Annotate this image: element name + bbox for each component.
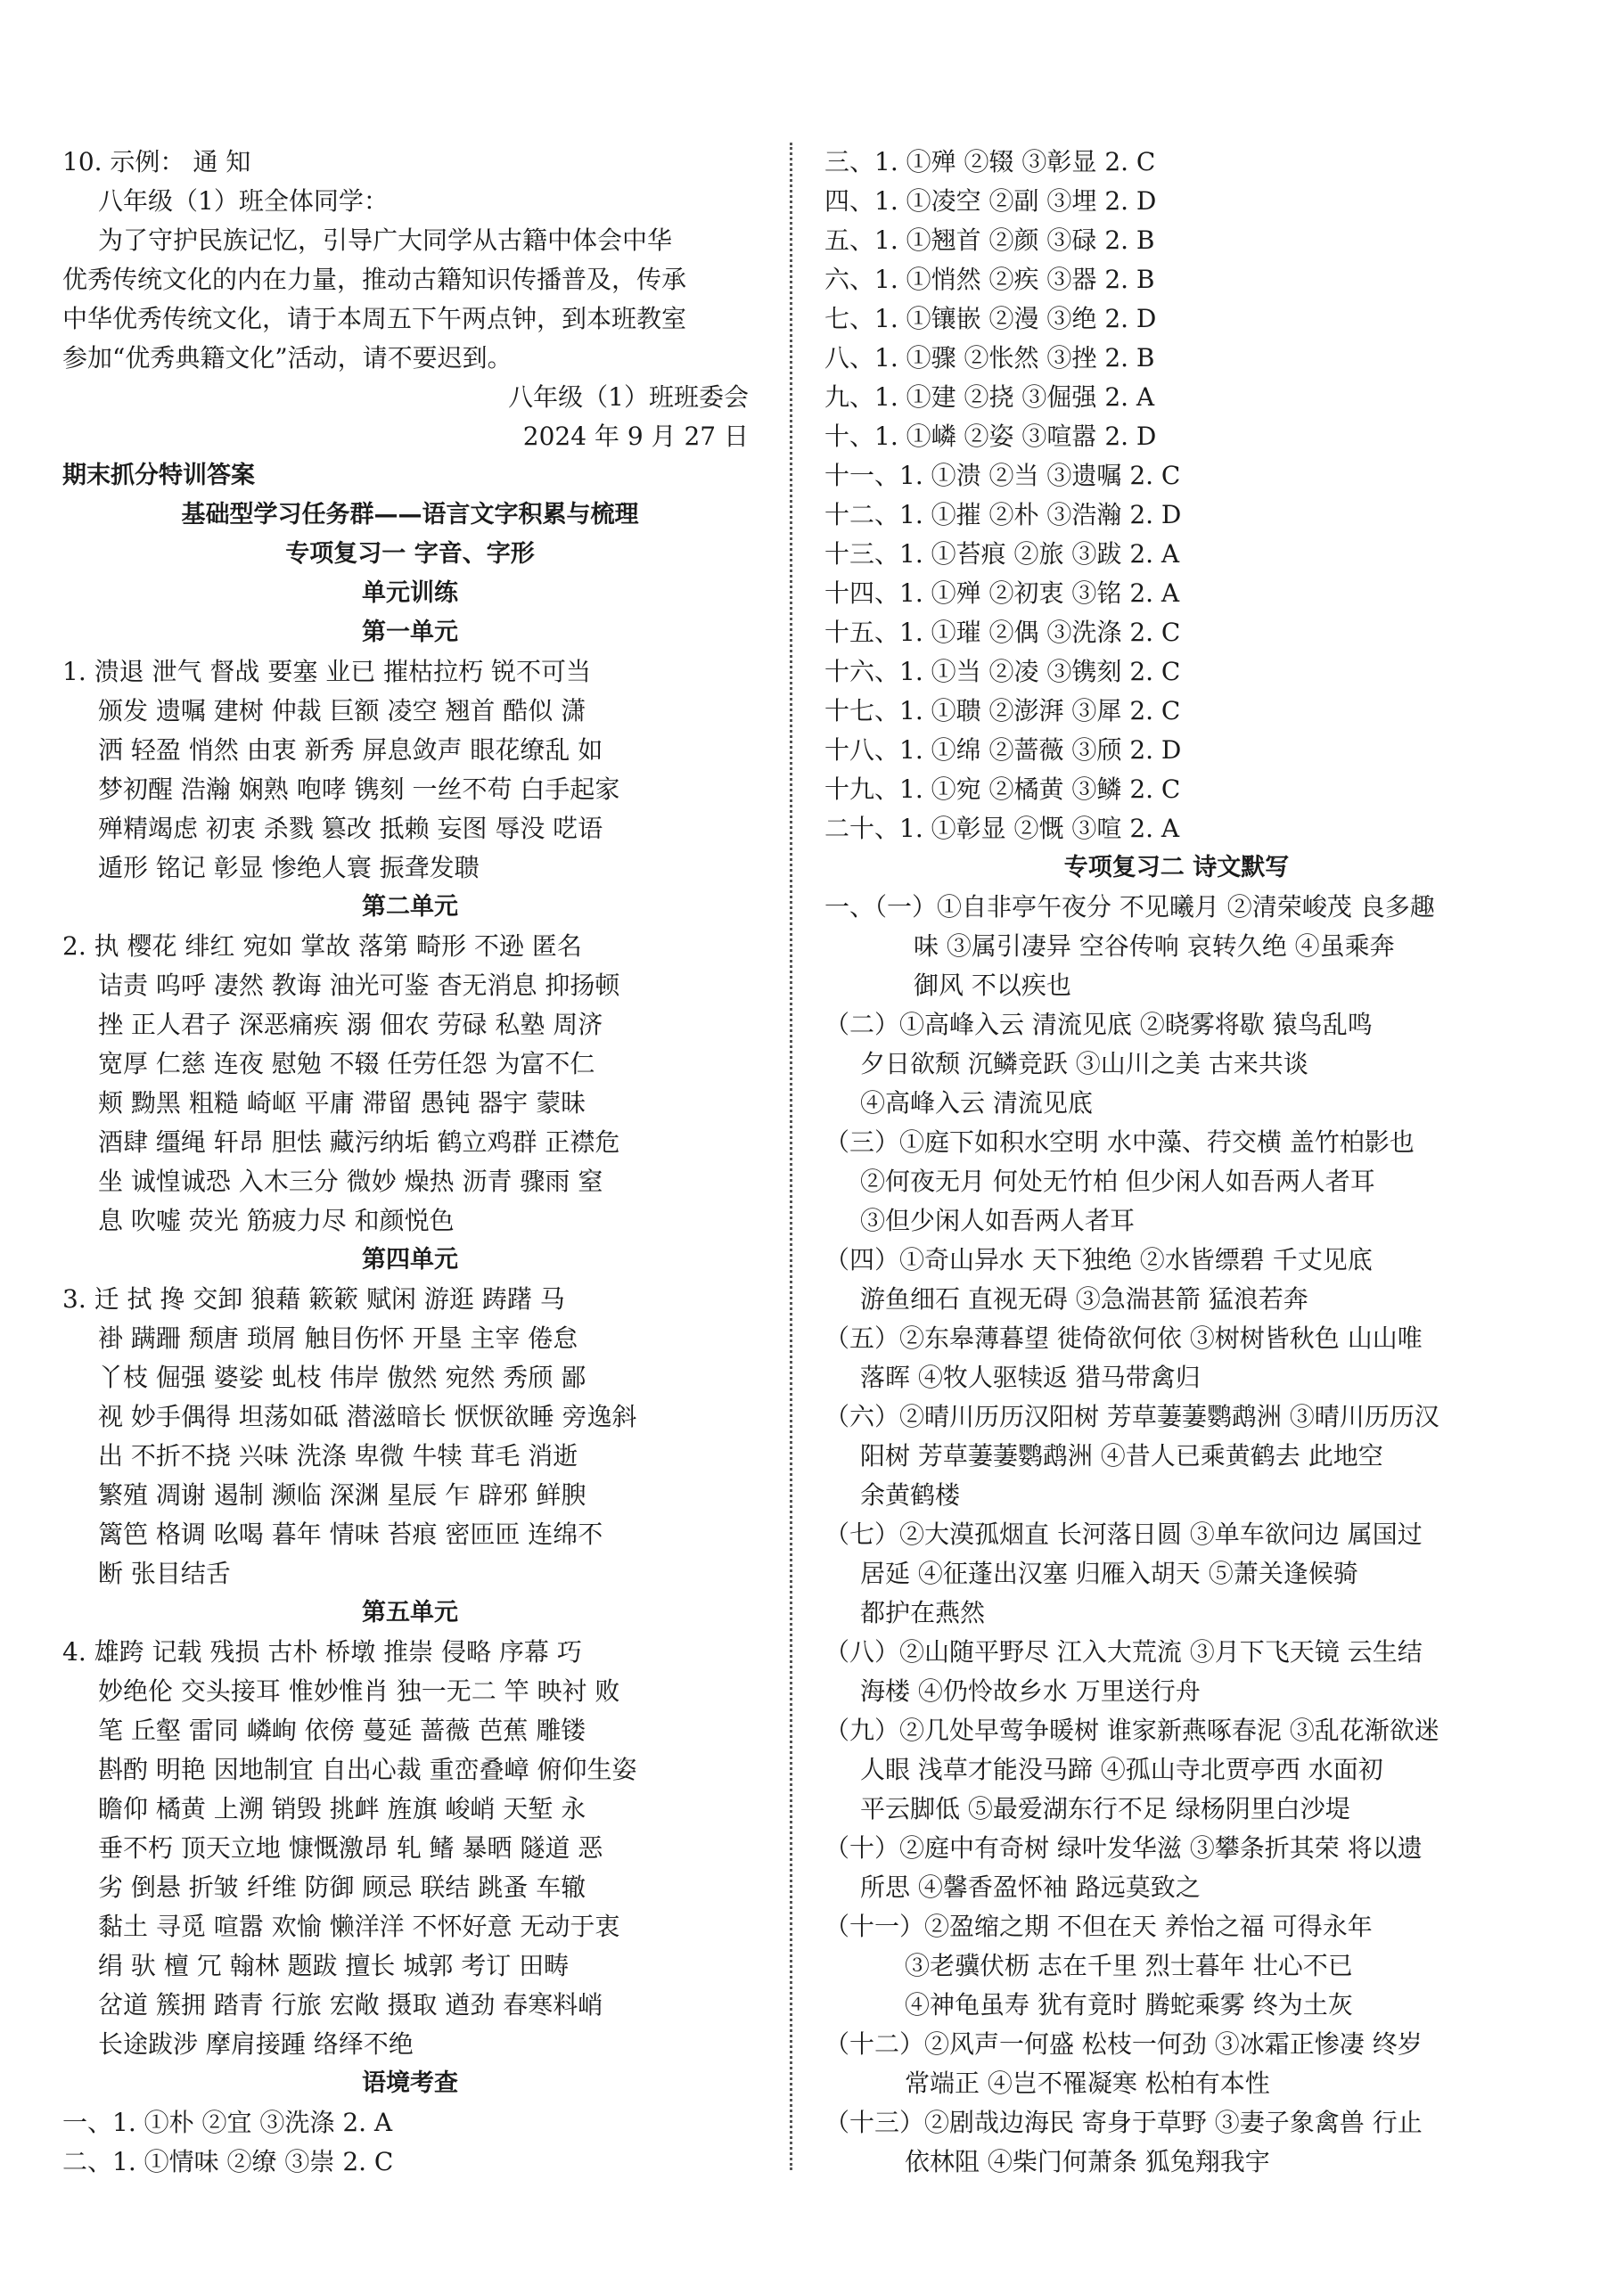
left-column [62,143,758,2182]
text-line: 一、1. ①朴 ②宜 ③洗涤 2. A [62,2108,393,2137]
text-line: 九、1. ①建 ②挠 ③倔强 2. A [824,382,1155,412]
text-line: 十五、1. ①璀 ②偶 ③洗涤 2. C [824,618,1181,647]
text-line: （六）②晴川历历汉阳树 芳草萋萋鹦鹉洲 ③晴川历历汉 [824,1402,1439,1431]
text-line: 3. 迁 拭 搀 交卸 狼藉 簌簌 赋闲 游逛 踌躇 马 [62,1284,565,1314]
text-line: （十三）②剧哉边海民 寄身于草野 ③妻子象禽兽 行止 [824,2108,1423,2137]
text-line: 游鱼细石 直视无碍 ③急湍甚箭 猛浪若奔 [860,1284,1308,1314]
text-line: 八、1. ①骤 ②怅然 ③挫 2. B [824,343,1155,373]
text-line: 瞻仰 橘黄 上溯 销毁 挑衅 旌旗 峻峭 天堑 永 [98,1794,586,1823]
text-line: 八年级（1）班全体同学： [98,186,389,216]
text-line: 参加“优秀典籍文化”活动，请不要迟到。 [62,343,513,373]
text-line: 梦初醒 浩瀚 娴熟 咆哮 镌刻 一丝不苟 白手起家 [98,774,620,804]
text-line: 落晖 ④牧人驱犊返 猎马带禽归 [860,1363,1201,1392]
section-heading: 专项复习二 诗文默写 [1063,854,1290,881]
text-line: （九）②几处早莺争暖树 谁家新燕啄春泥 ③乱花渐欲迷 [824,1716,1439,1745]
text-line: （十二）②风声一何盛 松枝一何劲 ③冰霜正惨凄 终岁 [824,2029,1423,2059]
text-line: 二、1. ①情味 ②缭 ③崇 2. C [62,2147,394,2176]
section-heading: 基础型学习任务群——语言文字积累与梳理 [181,501,639,528]
text-line: （二）①高峰入云 清流见底 ②晓雾将歇 猿鸟乱鸣 [824,1010,1373,1039]
text-line: ④高峰入云 清流见底 [860,1088,1093,1118]
text-line: 坐 诚惶诚恐 入木三分 微妙 燥热 沥青 骤雨 窒 [98,1167,603,1196]
text-line: 绢 驮 檀 冗 翰林 题跋 擅长 城郭 考订 田畴 [98,1951,570,1980]
column-divider [790,143,792,2170]
text-line: 四、1. ①凌空 ②副 ③埋 2. D [824,186,1157,216]
text-line: 十六、1. ①当 ②凌 ③镌刻 2. C [824,657,1181,686]
text-line: 十八、1. ①绵 ②蔷薇 ③颀 2. D [824,735,1182,765]
text-line: 都护在燕然 [860,1598,986,1627]
section-heading: 单元训练 [362,579,458,607]
text-line: 洒 轻盈 悄然 由衷 新秀 屏息敛声 眼花缭乱 如 [98,735,603,765]
text-line: 人眼 浅草才能没马蹄 ④孤山寺北贾亭西 水面初 [860,1755,1383,1784]
text-line: 十三、1. ①苔痕 ②旅 ③跋 2. A [824,539,1180,569]
text-line: （十）②庭中有奇树 绿叶发华滋 ③攀条折其荣 将以遗 [824,1833,1423,1863]
text-line: 诘责 呜呼 凄然 教诲 油光可鉴 杳无消息 抑扬顿 [98,971,620,1000]
text-line: 常端正 ④岂不罹凝寒 松柏有本性 [905,2069,1270,2098]
text-line: （八）②山随平野尽 江入大荒流 ③月下飞天镜 云生结 [824,1637,1423,1667]
text-line: 一、（一）①自非亭午夜分 不见曦月 ②清荣峻茂 良多趣 [824,892,1435,922]
section-heading: 语境考查 [362,2069,458,2097]
text-line: 味 ③属引凄异 空谷传响 哀转久绝 ④虽乘奔 [914,931,1395,961]
text-line: 为了守护民族记忆，引导广大同学从古籍中体会中华 [98,225,673,255]
right-column [824,143,1529,2182]
text-line: 所思 ④馨香盈怀袖 路远莫致之 [860,1872,1201,1902]
text-line: 阳树 芳草萋萋鹦鹉洲 ④昔人已乘黄鹤去 此地空 [860,1441,1383,1471]
text-line: 颊 黝黑 粗糙 崎岖 平庸 滞留 愚钝 器宇 蒙昧 [98,1088,586,1118]
text-line: 出 不折不挠 兴味 洗涤 卑微 牛犊 茸毛 消逝 [98,1441,578,1471]
text-line: 依林阻 ④柴门何萧条 狐兔翔我宇 [905,2147,1270,2176]
text-line: 丫枝 倔强 婆娑 虬枝 伟岸 傲然 宛然 秀颀 鄙 [98,1363,586,1392]
text-line: 余黄鹤楼 [860,1480,961,1510]
text-line: 七、1. ①镶嵌 ②漫 ③绝 2. D [824,304,1157,333]
section-heading: 第五单元 [362,1599,458,1626]
text-line: 海楼 ④仍怜故乡水 万里送行舟 [860,1676,1201,1706]
text-line: 2024 年 9 月 27 日 [522,422,749,451]
text-line: 篱笆 格调 吆喝 暮年 情味 苔痕 密匝匝 连绵不 [98,1520,603,1549]
text-line: （十一）②盈缩之期 不但在天 养怡之福 可得永年 [824,1912,1373,1941]
text-line: ③老骥伏枥 志在千里 烈士暮年 壮心不已 [905,1951,1353,1980]
text-line: 垂不朽 顶天立地 慷慨激昂 轧 鳍 暴晒 隧道 恶 [98,1833,603,1863]
text-line: 10. 示例： 通 知 [62,147,251,176]
text-line: 十四、1. ①殚 ②初衷 ③铭 2. A [824,578,1180,608]
text-line: 妙绝伦 交头接耳 惟妙惟肖 独一无二 竿 映衬 败 [98,1676,620,1706]
section-heading: 第二单元 [362,893,458,921]
text-line: 劣 倒悬 折皱 纤维 防御 顾忌 联结 跳蚤 车辙 [98,1872,586,1902]
text-line: （五）②东皋薄暮望 徙倚欲何依 ③树树皆秋色 山山唯 [824,1323,1423,1353]
text-line: 斟酌 明艳 因地制宜 自出心裁 重峦叠嶂 俯仰生姿 [98,1755,637,1784]
text-line: 4. 雄跨 记载 残损 古朴 桥墩 推崇 侵略 序幕 巧 [62,1637,582,1667]
text-line: 岔道 簇拥 踏青 行旅 宏敞 摄取 遒劲 春寒料峭 [98,1990,603,2020]
text-line: 十、1. ①嶙 ②姿 ③喧嚣 2. D [824,422,1157,451]
text-line: 长途跋涉 摩肩接踵 络绎不绝 [98,2029,414,2059]
text-line: 夕日欲颓 沉鳞竞跃 ③山川之美 古来共谈 [860,1049,1308,1078]
text-line: 笔 丘壑 雷同 嶙峋 依傍 蔓延 蔷薇 芭蕉 雕镂 [98,1716,586,1745]
text-line: ③但少闲人如吾两人者耳 [860,1206,1136,1235]
text-line: 三、1. ①殚 ②辍 ③彰显 2. C [824,147,1156,176]
text-line: 五、1. ①翘首 ②颜 ③碌 2. B [824,225,1155,255]
text-line: 繁殖 凋谢 遏制 濒临 深渊 星辰 乍 辟邪 鲜腴 [98,1480,586,1510]
text-line: 1. 溃退 泄气 督战 要塞 业已 摧枯拉朽 锐不可当 [62,657,592,686]
text-line: 褂 蹒跚 颓唐 琐屑 触目伤怀 开垦 主宰 倦怠 [98,1323,578,1353]
section-heading: 第一单元 [362,619,458,646]
text-line: 酒肆 缰绳 轩昂 胆怯 藏污纳垢 鹤立鸡群 正襟危 [98,1127,620,1157]
text-line: 宽厚 仁慈 连夜 慰勉 不辍 任劳任怨 为富不仁 [98,1049,595,1078]
text-line: （七）②大漠孤烟直 长河落日圆 ③单车欲问边 属国过 [824,1520,1423,1549]
text-line: 十七、1. ①聩 ②澎湃 ③犀 2. C [824,696,1181,725]
text-line: 八年级（1）班班委会 [508,382,749,412]
text-line: 二十、1. ①彰显 ②慨 ③喧 2. A [824,814,1180,843]
section-heading: 第四单元 [362,1246,458,1274]
text-line: ②何夜无月 何处无竹柏 但少闲人如吾两人者耳 [860,1167,1375,1196]
text-line: 六、1. ①悄然 ②疾 ③器 2. B [824,265,1155,294]
section-heading: 期末抓分特训答案 [62,462,255,489]
text-line: 中华优秀传统文化，请于本周五下午两点钟，到本班教室 [62,304,687,333]
text-line: 视 妙手偶得 坦荡如砥 潜滋暗长 恹恹欲睡 旁逸斜 [98,1402,637,1431]
text-line: 殚精竭虑 初衷 杀戮 篡改 抵赖 妄图 辱没 呓语 [98,814,603,843]
text-line: 遁形 铭记 彰显 惨绝人寰 振聋发聩 [98,853,480,882]
text-line: 黏土 寻觅 喧嚣 欢愉 懒洋洋 不怀好意 无动于衷 [98,1912,620,1941]
text-line: 息 吹嘘 荧光 筋疲力尽 和颜悦色 [98,1206,455,1235]
text-line: （三）①庭下如积水空明 水中藻、荇交横 盖竹柏影也 [824,1127,1415,1157]
text-line: 优秀传统文化的内在力量，推动古籍知识传播普及，传承 [62,265,687,294]
text-line: 2. 执 樱花 绯红 宛如 掌故 落第 畸形 不逊 匿名 [62,931,582,961]
text-line: 御风 不以疾也 [914,971,1071,1000]
text-line: 颁发 遗嘱 建树 仲裁 巨额 凌空 翘首 酷似 潇 [98,696,586,725]
text-line: 十二、1. ①摧 ②朴 ③浩瀚 2. D [824,500,1182,529]
text-line: （四）①奇山异水 天下独绝 ②水皆缥碧 千丈见底 [824,1245,1373,1274]
text-line: ④神龟虽寿 犹有竟时 腾蛇乘雾 终为土灰 [905,1990,1353,2020]
section-heading: 专项复习一 字音、字形 [285,540,535,568]
text-line: 挫 正人君子 深恶痛疾 溺 佃农 劳碌 私塾 周济 [98,1010,603,1039]
text-line: 十九、1. ①宛 ②橘黄 ③鳞 2. C [824,774,1181,804]
text-line: 断 张目结舌 [98,1559,231,1588]
text-line: 平云脚低 ⑤最爱湖东行不足 绿杨阴里白沙堤 [860,1794,1350,1823]
text-line: 十一、1. ①溃 ②当 ③遗嘱 2. C [824,461,1181,490]
text-line: 居延 ④征蓬出汉塞 归雁入胡天 ⑤萧关逢候骑 [860,1559,1358,1588]
